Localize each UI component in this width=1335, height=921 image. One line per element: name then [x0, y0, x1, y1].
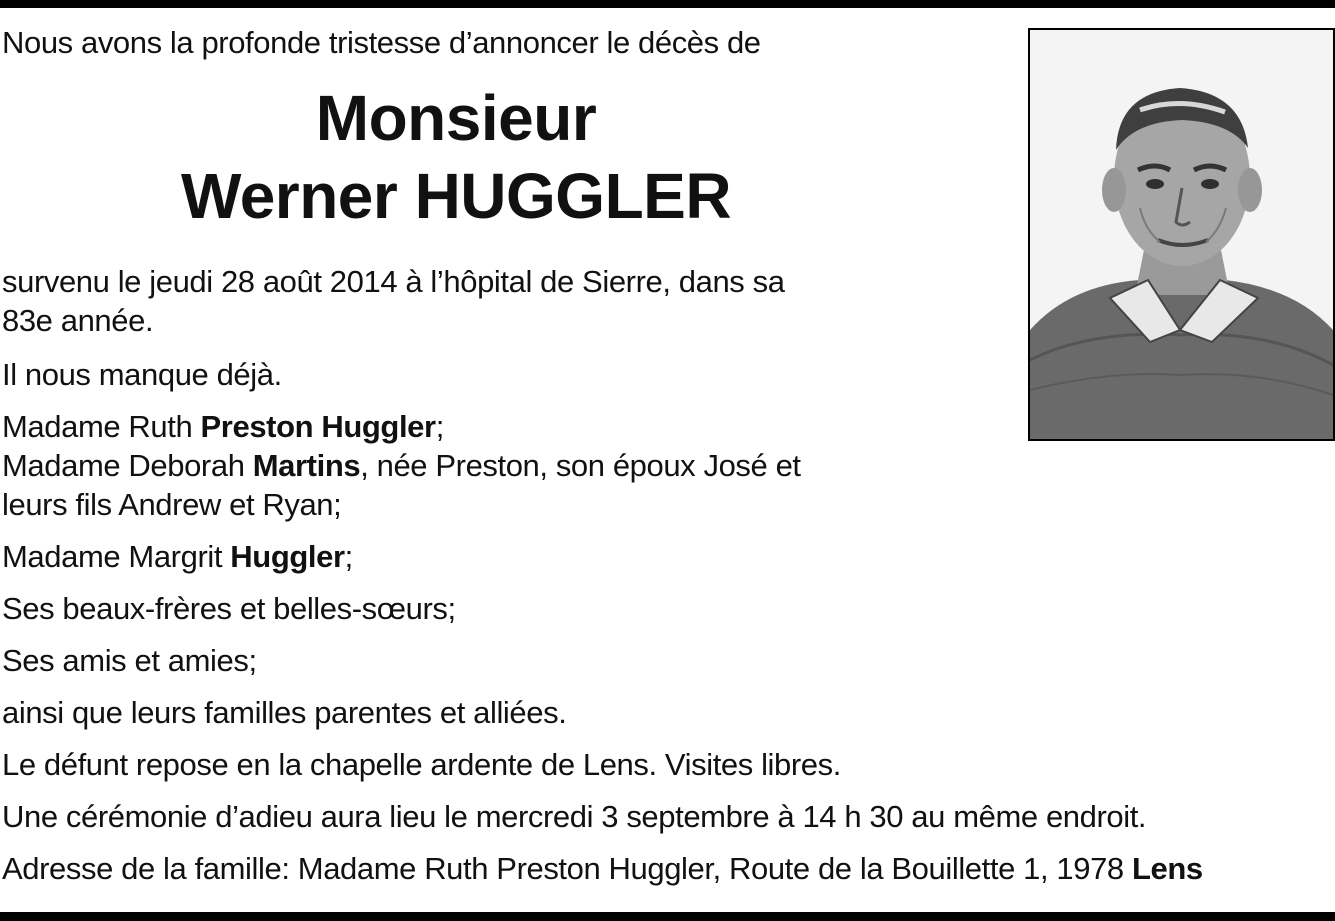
family-line-6: ainsi que leurs familles parentes et alliées. — [2, 695, 567, 730]
death-line-1: survenu le jeudi 28 août 2014 à l’hôpital de Sierre, dans sa — [2, 264, 785, 299]
missed-text: Il nous manque déjà. — [2, 357, 282, 392]
family-line-4: Ses beaux-frères et belles-sœurs; — [2, 591, 456, 626]
intro-text: Nous avons la profonde tristesse d’annoncer le décès de — [2, 25, 761, 60]
family-line-5: Ses amis et amies; — [2, 643, 257, 678]
rest-text: Le défunt repose en la chapelle ardente de Lens. Visites libres. — [2, 747, 841, 782]
address-text: Adresse de la famille: Madame Ruth Preston Huggler, Route de la Bouillette 1, 1978 Lens — [2, 851, 1203, 886]
deceased-name: Werner HUGGLER — [180, 160, 732, 232]
ceremony-text: Une cérémonie d’adieu aura lieu le mercredi 3 septembre à 14 h 30 au même endroit. — [2, 799, 1147, 834]
family-line-2: Madame Deborah Martins, née Preston, son époux José et — [2, 448, 801, 483]
family-line-2b: leurs fils Andrew et Ryan; — [2, 487, 342, 522]
death-line-2: 83e année. — [2, 303, 154, 338]
bottom-rule — [0, 912, 1335, 921]
top-rule — [0, 0, 1335, 8]
portrait-photo — [1028, 28, 1335, 441]
family-line-3: Madame Margrit Huggler; — [2, 539, 353, 574]
family-line-1: Madame Ruth Preston Huggler; — [2, 409, 444, 444]
deceased-title: Monsieur — [315, 82, 597, 154]
